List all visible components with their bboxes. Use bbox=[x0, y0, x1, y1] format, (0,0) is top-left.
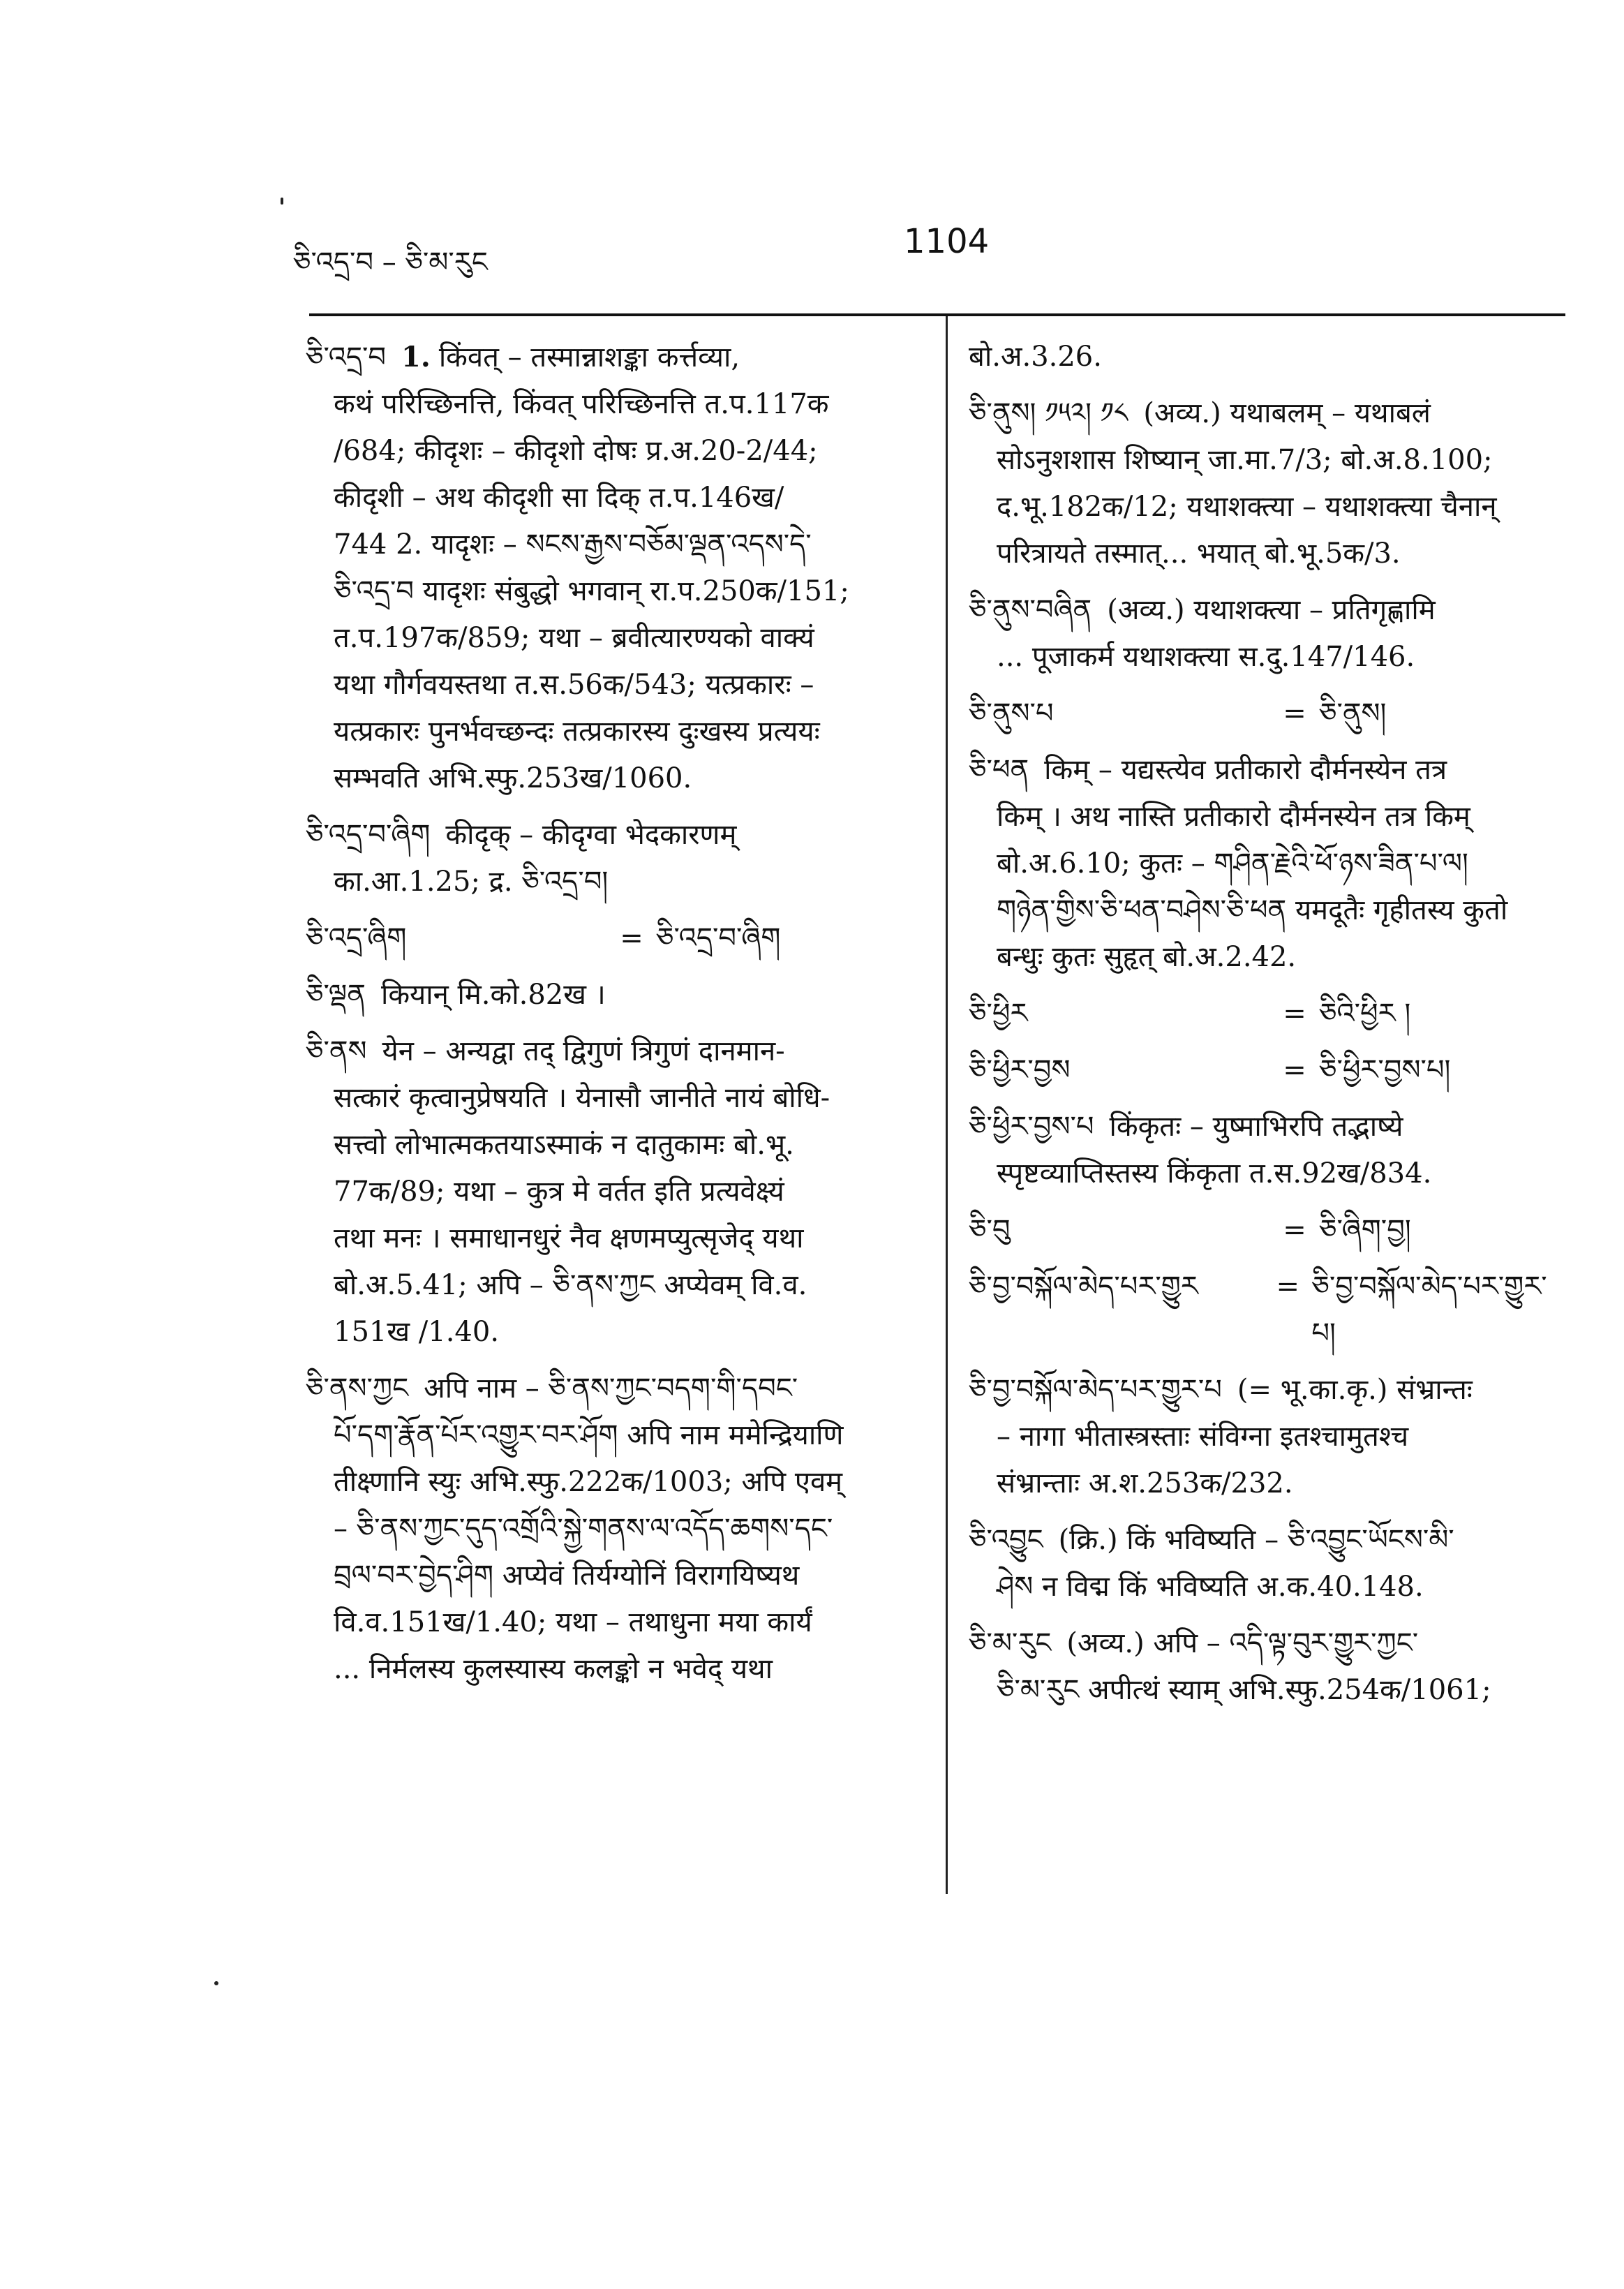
entry-continuation-line bbox=[969, 484, 1565, 531]
headword: ཅི་འདྲ་བ་ཞིག bbox=[306, 819, 431, 851]
dictionary-entry bbox=[969, 1104, 1565, 1197]
cross-reference-row bbox=[969, 1264, 1565, 1357]
stray-dot bbox=[214, 1981, 218, 1985]
cross-reference-target: ཅིའི་ཕྱིར ། bbox=[1319, 998, 1411, 1030]
entry-continuation-line bbox=[969, 1460, 1565, 1507]
headword: ཅི་ནུས། ༡༥༢། ༡༨ bbox=[969, 397, 1128, 429]
entry-continuation-line bbox=[306, 1553, 920, 1599]
definition-text: किम् – यद्यस्त्येव प्रतीकारो दौर्मनस्येन तत्र bbox=[1044, 754, 1447, 786]
definition-text: अपि नाम – ཅི་ནས་ཀྱང་བདག་གི་དབང་ bbox=[424, 1372, 798, 1405]
definition-text: (क्रि.) किं भविष्यति – ཅི་འབྱུང་ཡོངས་མི་ bbox=[1058, 1524, 1454, 1556]
definition-text: तथा मनः । समाधानधुरं नैव क्षणमप्युत्सृजेद् यथा bbox=[334, 1222, 804, 1254]
definition-text: ཅི་མ་རུང अपीत्थं स्याम् अभि.स्फु.254क/1061; bbox=[997, 1674, 1491, 1706]
definition-text: ... निर्मलस्य कुलस्यास्य कलङ्को न भवेद् यथा bbox=[334, 1653, 773, 1685]
entry-continuation-line bbox=[306, 521, 920, 568]
entry-first-line bbox=[969, 1517, 1565, 1564]
dictionary-entry bbox=[969, 1517, 1565, 1610]
cross-reference-target: ཅི་ཕྱིར་བྱས་པ། bbox=[1319, 1054, 1451, 1086]
entry-continuation-line bbox=[306, 568, 920, 615]
running-head: ཅི་འདྲ་བ – ཅི་མ་རུང bbox=[293, 246, 488, 279]
definition-text: ... पूजाकर्म यथाशक्त्या स.दु.147/146. bbox=[997, 641, 1415, 673]
definition-text: किम् । अथ नास्ति प्रतीकारो दौर्मनस्येन तत्र किम् bbox=[997, 801, 1470, 833]
entry-continuation-line bbox=[969, 1150, 1565, 1197]
headword: ཅི་ནས bbox=[306, 1035, 367, 1067]
entry-continuation-line bbox=[306, 1599, 920, 1646]
page-number: 1104 bbox=[904, 222, 990, 261]
dictionary-entry bbox=[306, 334, 920, 802]
definition-text: कथं परिच्छिनत्ति, किंवत् परिच्छिनत्ति त.प.117क bbox=[334, 388, 829, 420]
dictionary-entry bbox=[969, 587, 1565, 681]
entry-continuation-line bbox=[969, 840, 1565, 887]
definition-text: तीक्ष्णानि स्युः अभि.स्फु.222क/1003; अपि एवम् bbox=[334, 1466, 843, 1498]
dictionary-entry bbox=[969, 1264, 1565, 1357]
entry-first-line bbox=[306, 1365, 920, 1412]
cross-reference-row bbox=[969, 1207, 1565, 1254]
definition-text: (= भू.का.कृ.) संभ्रान्तः bbox=[1237, 1374, 1473, 1406]
definition-text: – नागा भीतास्त्रस्ताः संविग्ना इतश्चामुतश्च bbox=[997, 1421, 1409, 1453]
equals-sign: = bbox=[1283, 1214, 1306, 1246]
definition-text: कियान् मि.को.82ख । bbox=[380, 979, 606, 1011]
entry-first-line bbox=[969, 1620, 1565, 1667]
dictionary-entry bbox=[969, 1207, 1565, 1254]
headword: ཅི་ལྡན bbox=[306, 979, 366, 1011]
entry-continuation-line bbox=[969, 1414, 1565, 1460]
entry-continuation-line bbox=[306, 1215, 920, 1262]
definition-text: येन – अन्यद्वा तद् द्विगुणं त्रिगुणं दानमान- bbox=[382, 1035, 785, 1067]
headword: ཅི་ནས་ཀྱང bbox=[306, 1372, 409, 1405]
entry-continuation-line bbox=[969, 437, 1565, 484]
entry-continuation-line bbox=[306, 1459, 920, 1506]
entry-continuation-line bbox=[306, 1646, 920, 1693]
dictionary-entry bbox=[969, 1620, 1565, 1714]
definition-text: बो.अ.3.26. bbox=[969, 341, 1102, 373]
right-column bbox=[969, 334, 1565, 1724]
entry-first-line bbox=[306, 972, 920, 1018]
entry-continuation-line bbox=[306, 1122, 920, 1169]
definition-text: स्पृष्टव्याप्तिस्तस्य किंकृता त.स.92ख/834. bbox=[997, 1157, 1432, 1190]
cross-reference-row bbox=[306, 915, 920, 962]
cross-reference-row bbox=[969, 690, 1565, 737]
entry-continuation-line bbox=[306, 1075, 920, 1122]
entry-first-line bbox=[306, 812, 920, 859]
headword: ཅི་འབྱུང bbox=[969, 1524, 1043, 1556]
column-divider bbox=[946, 316, 948, 1894]
definition-text: किंकृतः – युष्माभिरपि तद्भाष्ये bbox=[1109, 1111, 1403, 1143]
cross-reference-target: ཅི་ནུས། bbox=[1319, 697, 1387, 729]
dictionary-entry bbox=[306, 1028, 920, 1356]
entry-first-line bbox=[969, 390, 1565, 437]
entry-continuation-line bbox=[306, 381, 920, 428]
entry-continuation-line bbox=[306, 1506, 920, 1553]
cross-reference-row bbox=[969, 1047, 1565, 1094]
entry-continuation-line bbox=[969, 887, 1565, 934]
dictionary-entry bbox=[306, 915, 920, 962]
headword: ཅི་བྱ་བསྐོལ་མེད་པར་གྱུར bbox=[969, 1271, 1198, 1303]
entry-continuation-line bbox=[969, 1564, 1565, 1610]
cross-reference-target: ཅི་བྱ་བསྐོལ་མེད་པར་གྱུར་པ། bbox=[1311, 1271, 1547, 1349]
entry-first-line bbox=[306, 1028, 920, 1075]
definition-text: सोऽनुशशास शिष्यान् जा.मा.7/3; बो.अ.8.100; bbox=[997, 444, 1493, 476]
definition-text: किंवत् – तस्मान्नाशङ्का कर्त्तव्या, bbox=[438, 341, 740, 373]
definition-text: (अव्य.) अपि – འདི་ལྟ་བུར་གྱུར་ཀྱང་ bbox=[1066, 1627, 1419, 1659]
definition-text: (अव्य.) यथाबलम् – यथाबलं bbox=[1143, 397, 1431, 429]
dictionary-entry bbox=[306, 972, 920, 1018]
headword: ཅི་ཕྱིར bbox=[969, 998, 1028, 1030]
equals-sign: = bbox=[1283, 998, 1306, 1030]
definition-text: वि.व.151ख/1.40; यथा – तथाधुना मया कार्यं bbox=[334, 1606, 812, 1638]
definition-text: /684; कीदृशः – कीदृशो दोषः प्र.अ.20-2/44; bbox=[334, 435, 818, 467]
entry-continuation-line bbox=[306, 755, 920, 802]
definition-text: གཉེན་གྱིས་ཅི་ཕན་བཤེས་ཅི་ཕན यमदूतैः गृहीतस्य कुतो bbox=[997, 894, 1508, 926]
definition-text: संभ्रान्ताः अ.श.253क/232. bbox=[997, 1467, 1293, 1499]
left-column bbox=[306, 334, 920, 1703]
definition-text: का.आ.1.25; द्र. ཅི་འདྲ་བ། bbox=[334, 866, 609, 898]
entry-continuation-line bbox=[306, 615, 920, 662]
headword: ཅི་ནུས་བཞིན bbox=[969, 594, 1092, 626]
definition-text: सम्भवति अभि.स्फु.253ख/1060. bbox=[334, 762, 692, 794]
definition-text: ཅི་འདྲ་བ यादृशः संबुद्धो भगवान् रा.प.250क/151; bbox=[334, 575, 849, 607]
definition-text: कीदृशी – अथ कीदृशी सा दिक् त.प.146ख/ bbox=[334, 482, 784, 514]
headword: ཅི་ཕྱིར་བྱས bbox=[969, 1054, 1071, 1086]
definition-text: – ཅི་ནས་ཀྱང་དུད་འགྲོའི་སྐྱེ་གནས་ལ་འདོད་ཆགས་དང་ bbox=[334, 1513, 833, 1545]
entry-continuation-line bbox=[969, 1667, 1565, 1714]
entry-continuation-line bbox=[306, 475, 920, 521]
headword: ཅི་འདྲ་ཞིག bbox=[306, 922, 407, 954]
stray-mark bbox=[281, 198, 283, 205]
definition-text: बो.अ.6.10; कुतः – གཤིན་རྗེའི་ཕོ་ཉས་ཟིན་པ་ལ། bbox=[997, 847, 1468, 880]
definition-text: परित्रायते तस्मात्... भयात् बो.भू.5क/3. bbox=[997, 538, 1401, 570]
entry-continuation-line bbox=[969, 634, 1565, 681]
definition-text: कीदृक् – कीदृग्वा भेदकारणम् bbox=[445, 819, 737, 851]
dictionary-entry bbox=[969, 991, 1565, 1037]
cross-reference-target: ཅི་ཞིག་བྱ། bbox=[1319, 1214, 1411, 1246]
headword: ཅི་ཕྱིར་བྱས་པ bbox=[969, 1111, 1094, 1143]
dictionary-entry bbox=[969, 690, 1565, 737]
definition-text: बो.अ.5.41; अपि – ཅི་ནས་ཀྱང अप्येवम् वि.व. bbox=[334, 1269, 807, 1301]
definition-text: बन्धुः कुतः सुहृत् बो.अ.2.42. bbox=[997, 941, 1297, 973]
definition-text: यत्प्रकारः पुनर्भवच्छन्दः तत्प्रकारस्य दुःखस्य प्रत्ययः bbox=[334, 716, 820, 748]
equals-sign: = bbox=[1283, 1054, 1306, 1086]
dictionary-entry bbox=[306, 1365, 920, 1693]
cross-reference-target: ཅི་འདྲ་བ་ཞིག bbox=[656, 922, 781, 954]
dictionary-entry bbox=[969, 1047, 1565, 1094]
entry-first-line bbox=[969, 1367, 1565, 1414]
definition-text: त.प.197क/859; यथा – ब्रवीत्यारण्यको वाक्यं bbox=[334, 622, 814, 654]
definition-text: ཤེས न विद्म किं भविष्यति अ.क.40.148. bbox=[997, 1571, 1424, 1603]
definition-text: द.भू.182क/12; यथाशक्त्या – यथाशक्त्या चैनान् bbox=[997, 491, 1497, 523]
equals-sign: = bbox=[1276, 1271, 1299, 1303]
entry-first-line bbox=[969, 747, 1565, 794]
headword: ཅི་བུ bbox=[969, 1214, 1011, 1246]
definition-text: यथा गौर्गवयस्तथा त.स.56क/543; यत्प्रकारः – bbox=[334, 669, 814, 701]
entry-continuation-line bbox=[306, 1412, 920, 1459]
entry-first-line bbox=[306, 334, 920, 381]
entry-first-line bbox=[969, 1104, 1565, 1150]
sense-number: 1. bbox=[401, 341, 431, 373]
entry-continuation-line bbox=[969, 794, 1565, 840]
entry-continuation-line bbox=[306, 859, 920, 905]
entry-continuation-line bbox=[306, 1262, 920, 1309]
cross-reference-row bbox=[969, 991, 1565, 1037]
definition-text: 151ख /1.40. bbox=[334, 1316, 500, 1348]
headword: ཅི་བྱ་བསྐོལ་མེད་པར་གྱུར་པ bbox=[969, 1374, 1222, 1406]
dictionary-entry bbox=[969, 1367, 1565, 1507]
headword: ཅི་འདྲ་བ bbox=[306, 341, 387, 373]
entry-continuation-line bbox=[969, 531, 1565, 577]
definition-text: सत्कारं कृत्वानुप्रेषयति । येनासौ जानीते नायं बोधि- bbox=[334, 1082, 830, 1114]
headword: ཅི་ཕན bbox=[969, 754, 1029, 786]
definition-text: 77क/89; यथा – कुत्र मे वर्तत इति प्रत्यवेक्ष्यं bbox=[334, 1176, 784, 1208]
entry-continuation-line bbox=[306, 428, 920, 475]
definition-text: པོ་དག་རྣོན་པོར་འགྱུར་བར་ཤོག अपि नाम ममेन्द्रियाणि bbox=[334, 1419, 844, 1451]
entry-continuation-line bbox=[306, 1169, 920, 1215]
definition-text: 744 2. यादृशः – སངས་རྒྱས་བཅོམ་ལྡན་འདས་དེ་ bbox=[334, 528, 812, 561]
equals-sign: = bbox=[620, 922, 643, 954]
headword: ཅི་ནུས་པ bbox=[969, 697, 1054, 729]
entry-first-line bbox=[969, 334, 1565, 380]
headword: ཅི་མ་རུང bbox=[969, 1627, 1052, 1659]
dictionary-entry bbox=[969, 747, 1565, 981]
dictionary-entry bbox=[969, 334, 1565, 380]
dictionary-entry bbox=[969, 390, 1565, 577]
dictionary-entry bbox=[306, 812, 920, 905]
definition-text: བྲལ་བར་བྱེད་ཤིག अप्येवं तिर्यग्योनिं विरागयिष्यथ bbox=[334, 1560, 800, 1592]
entry-continuation-line bbox=[306, 1309, 920, 1356]
top-rule bbox=[309, 313, 1565, 316]
entry-continuation-line bbox=[306, 662, 920, 709]
definition-text: (अव्य.) यथाशक्त्या – प्रतिगृह्णामि bbox=[1107, 594, 1436, 626]
entry-continuation-line bbox=[969, 934, 1565, 981]
entry-first-line bbox=[969, 587, 1565, 634]
definition-text: सत्त्वो लोभात्मकतयाऽस्माकं न दातुकामः बो.भू. bbox=[334, 1129, 794, 1161]
equals-sign: = bbox=[1283, 697, 1306, 729]
entry-continuation-line bbox=[306, 709, 920, 755]
